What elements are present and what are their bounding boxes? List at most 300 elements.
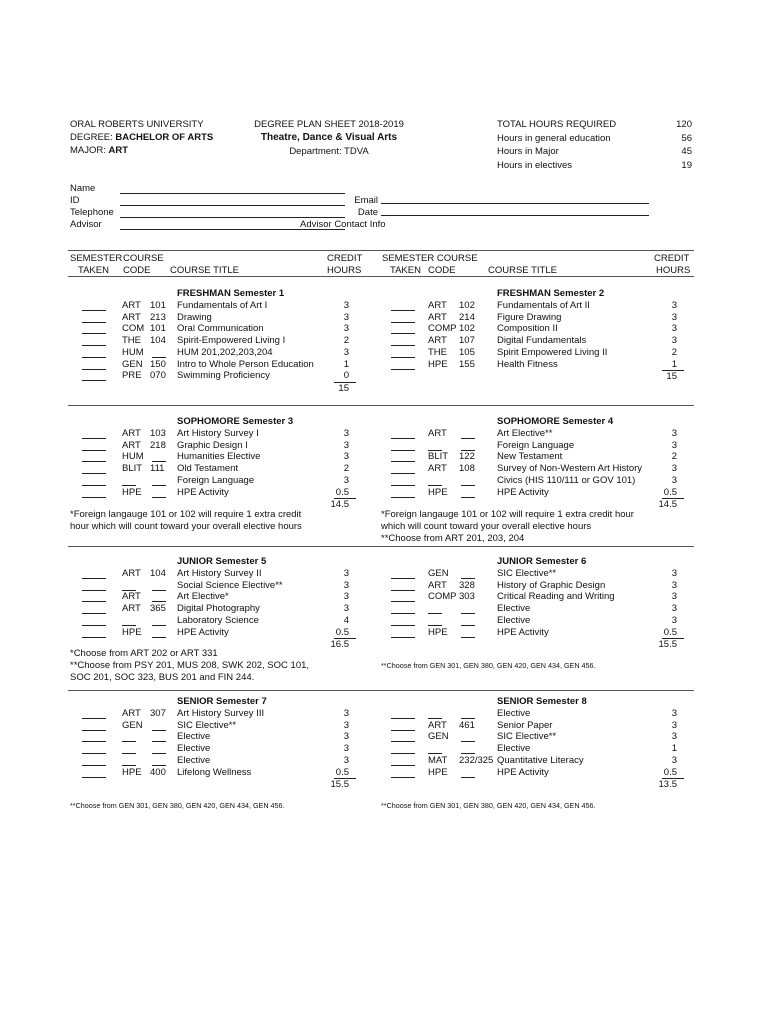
course-dept: HPE	[122, 626, 142, 638]
footnote: *Choose from ART 202 or ART 331	[70, 648, 218, 659]
col-credit-2: HOURS	[327, 265, 362, 276]
course-title: Foreign Language	[497, 439, 575, 451]
field-label: Advisor	[70, 219, 102, 230]
semester-taken-input[interactable]	[391, 333, 415, 334]
course-number: 070	[150, 370, 166, 382]
col-semester-1: SEMESTER	[70, 253, 123, 264]
hours-value: 120	[676, 119, 692, 130]
footnote: **Choose from GEN 301, GEN 380, GEN 420, GEN 434, GEN 456.	[381, 661, 596, 670]
major-label: MAJOR:	[70, 145, 106, 156]
course-number: 102	[459, 300, 475, 311]
course-title: HPE Activity	[497, 626, 549, 638]
semester-taken-input[interactable]	[82, 578, 106, 579]
field-label: Email	[354, 195, 378, 206]
course-number: 102	[459, 323, 475, 335]
course-number-blank[interactable]	[152, 357, 166, 358]
course-number: 101	[150, 323, 166, 335]
col-title-right: COURSE TITLE	[488, 265, 557, 276]
field-label: Date	[357, 207, 378, 218]
course-dept: GEN	[428, 568, 449, 579]
course-title: HUM 201,202,203,204	[177, 346, 273, 358]
course-number-blank[interactable]	[152, 625, 166, 626]
course-dept: HUM	[122, 451, 144, 463]
course-title: HPE Activity	[177, 626, 229, 638]
semester-taken-input[interactable]	[82, 637, 106, 638]
semester-title: JUNIOR Semester 6	[497, 556, 587, 567]
course-dept: ART	[122, 300, 141, 311]
divider	[68, 250, 694, 251]
course-number-blank[interactable]	[152, 753, 166, 754]
course-number-blank[interactable]	[461, 497, 475, 498]
course-dept: GEN	[122, 358, 143, 370]
course-title: Survey of Non-Western Art History	[497, 463, 643, 475]
semester-taken-input[interactable]	[391, 322, 415, 323]
semester-taken-input[interactable]	[82, 741, 106, 742]
course-number: 122	[459, 451, 475, 463]
credit-hours: 3	[671, 311, 677, 323]
course-dept: ART	[428, 428, 447, 439]
course-title: Elective	[497, 708, 531, 719]
credit-hours: 3	[671, 428, 677, 439]
course-dept: ART	[122, 603, 141, 615]
course-dept-blank[interactable]	[122, 753, 136, 754]
semester-taken-input[interactable]	[82, 473, 106, 474]
course-title: Fundamentals of Art II	[497, 300, 590, 311]
course-dept: HPE	[122, 766, 142, 778]
semester-taken-input[interactable]	[82, 310, 106, 311]
course-title: Art Elective*	[177, 591, 229, 603]
course-title: SIC Elective**	[177, 719, 237, 731]
semester-taken-input[interactable]	[391, 485, 415, 486]
credit-hours: 0	[343, 370, 349, 382]
course-title: Laboratory Science	[177, 614, 259, 626]
credit-hours: 0.5	[335, 626, 349, 638]
credit-hours: 3	[671, 300, 677, 311]
semester-taken-input[interactable]	[82, 357, 106, 358]
course-title: Oral Communication	[177, 323, 264, 335]
semester-taken-input[interactable]	[82, 765, 106, 766]
hours-label: Hours in general education	[497, 132, 611, 144]
course-dept-blank[interactable]	[428, 718, 442, 719]
course-number: 107	[459, 335, 475, 347]
field-label: Telephone	[70, 207, 114, 218]
course-dept: HPE	[122, 486, 142, 498]
semester-taken-input[interactable]	[82, 345, 106, 346]
course-number-blank[interactable]	[461, 578, 475, 579]
course-dept: ART	[122, 439, 141, 451]
credit-hours: 1	[671, 358, 677, 370]
course-number: 218	[150, 439, 166, 451]
course-dept-blank[interactable]	[122, 625, 136, 626]
course-title: Elective	[177, 731, 211, 743]
course-number-blank[interactable]	[461, 613, 475, 614]
course-dept: ART	[122, 708, 141, 719]
credit-hours: 3	[671, 603, 677, 615]
course-number: 111	[150, 463, 165, 475]
course-number: 103	[150, 428, 166, 439]
credit-hours: 3	[343, 474, 349, 486]
semester-taken-input[interactable]	[391, 450, 415, 451]
credit-hours: 3	[671, 335, 677, 347]
course-number: 104	[150, 568, 166, 579]
course-dept: GEN	[428, 731, 449, 743]
semester-taken-input[interactable]	[82, 461, 106, 462]
course-title: Elective	[177, 754, 211, 766]
major-line	[70, 146, 128, 156]
course-number-blank[interactable]	[461, 741, 475, 742]
course-title: Intro to Whole Person Education	[177, 358, 314, 370]
credit-hours: 3	[343, 451, 349, 463]
course-number-blank[interactable]	[461, 637, 475, 638]
course-number: 155	[459, 358, 475, 370]
course-title: HPE Activity	[177, 486, 229, 498]
semester-title: SOPHOMORE Semester 4	[497, 416, 614, 427]
course-title: Digital Fundamentals	[497, 335, 587, 347]
course-title: Swimming Proficiency	[177, 370, 270, 382]
col-semester-course-right: SEMESTER COURSE	[382, 253, 478, 264]
course-dept: ART	[428, 463, 447, 475]
footnote: which will count toward your overall elective hours	[381, 521, 592, 532]
semester-taken-input[interactable]	[82, 730, 106, 731]
hours-label: TOTAL HOURS REQUIRED	[497, 119, 617, 130]
semester-taken-input[interactable]	[391, 730, 415, 731]
course-dept: ART	[428, 311, 447, 323]
course-title: Health Fitness	[497, 358, 558, 370]
semester-taken-input[interactable]	[82, 613, 106, 614]
course-number-blank[interactable]	[152, 730, 166, 731]
credit-hours: 3	[343, 754, 349, 766]
course-dept: BLIT	[122, 463, 143, 475]
course-number-blank[interactable]	[461, 753, 475, 754]
divider	[68, 690, 694, 691]
course-dept: BLIT	[428, 451, 449, 463]
course-dept: GEN	[122, 719, 143, 731]
course-dept: ART	[122, 568, 141, 579]
department: Department: TDVA	[289, 146, 369, 157]
credit-hours: 3	[343, 346, 349, 358]
course-title: Elective	[497, 603, 531, 615]
credit-hours: 0.5	[335, 486, 349, 498]
course-number: 365	[150, 603, 166, 615]
course-number-blank[interactable]	[461, 625, 475, 626]
credit-hours: 3	[343, 708, 349, 719]
hours-label: Hours in electives	[497, 159, 572, 171]
course-dept: ART	[428, 719, 447, 731]
semester-taken-input[interactable]	[82, 438, 106, 439]
semester-taken-input[interactable]	[391, 777, 415, 778]
course-title: Figure Drawing	[497, 311, 562, 323]
credit-hours: 3	[343, 428, 349, 439]
credit-hours: 3	[343, 743, 349, 755]
hours-value: 56	[681, 132, 692, 144]
semester-taken-input[interactable]	[391, 613, 415, 614]
semester-title: SENIOR Semester 7	[177, 696, 267, 707]
semester-taken-input[interactable]	[391, 438, 415, 439]
footnote: *Foreign langauge 101 or 102 will require 1 extra credit hour	[381, 509, 634, 520]
field-input-line[interactable]	[120, 193, 345, 194]
course-number: 214	[459, 311, 475, 323]
course-number-blank[interactable]	[461, 438, 475, 439]
credit-hours: 2	[343, 335, 349, 347]
semester-taken-input[interactable]	[82, 601, 106, 602]
credit-hours: 0.5	[663, 626, 677, 638]
credit-hours: 1	[343, 358, 349, 370]
course-number: 307	[150, 708, 166, 719]
course-number-blank[interactable]	[152, 741, 166, 742]
credit-hours: 3	[343, 719, 349, 731]
footnote: **Choose from ART 201, 203, 204	[381, 533, 525, 544]
course-number: 108	[459, 463, 475, 475]
course-number: 303	[459, 591, 475, 603]
field-label: ID	[70, 195, 80, 206]
semester-total: 13.5	[658, 779, 677, 791]
credit-hours: 3	[671, 719, 677, 731]
credit-hours: 1	[671, 743, 677, 755]
credit-hours: 2	[343, 463, 349, 475]
course-number-blank[interactable]	[461, 485, 475, 486]
course-title: History of Graphic Design	[497, 579, 606, 591]
credit-hours: 3	[343, 603, 349, 615]
semester-taken-input[interactable]	[391, 473, 415, 474]
course-dept-blank[interactable]	[428, 613, 442, 614]
field-label: Advisor Contact Info	[300, 219, 386, 230]
course-title: Lifelong Wellness	[177, 766, 252, 778]
course-dept: THE	[122, 335, 141, 347]
semester-taken-input[interactable]	[391, 741, 415, 742]
course-dept: ART	[122, 428, 141, 439]
major-value: ART	[108, 145, 129, 156]
semester-taken-input[interactable]	[391, 765, 415, 766]
semester-taken-input[interactable]	[391, 310, 415, 311]
credit-hours: 4	[343, 614, 349, 626]
col-credit-1: CREDIT	[327, 253, 363, 264]
course-title: Elective	[497, 743, 531, 755]
credit-hours: 3	[671, 568, 677, 579]
credit-hours: 3	[671, 323, 677, 335]
semester-taken-input[interactable]	[391, 590, 415, 591]
course-number: 461	[459, 719, 475, 731]
hours-label: Hours in Major	[497, 146, 559, 157]
divider	[68, 276, 694, 277]
course-dept: ART	[428, 335, 447, 347]
course-number: 150	[150, 358, 166, 370]
credit-hours: 3	[343, 579, 349, 591]
course-title: Fundamentals of Art I	[177, 300, 268, 311]
semester-title: SOPHOMORE Semester 3	[177, 416, 294, 427]
course-title: Spirit-Empowered Living I	[177, 335, 286, 347]
semester-taken-input[interactable]	[391, 497, 415, 498]
credit-hours: 3	[343, 731, 349, 743]
course-number: 104	[150, 335, 166, 347]
semester-total: 15	[338, 382, 349, 394]
semester-taken-input[interactable]	[82, 590, 106, 591]
course-number-blank[interactable]	[152, 590, 166, 591]
degree-value: BACHELOR OF ARTS	[115, 132, 214, 143]
course-dept-blank[interactable]	[428, 753, 442, 754]
course-dept: HPE	[428, 626, 448, 638]
sheet-title: DEGREE PLAN SHEET 2018-2019	[254, 119, 404, 130]
semester-taken-input[interactable]	[82, 380, 106, 381]
semester-taken-input[interactable]	[82, 369, 106, 370]
course-dept: PRE	[122, 370, 142, 382]
footnote: **Choose from GEN 301, GEN 380, GEN 420, GEN 434, GEN 456.	[381, 801, 596, 810]
course-title: New Testament	[497, 451, 563, 463]
semester-taken-input[interactable]	[82, 718, 106, 719]
course-number-blank[interactable]	[152, 497, 166, 498]
credit-hours: 0.5	[335, 766, 349, 778]
semester-total: 16.5	[330, 639, 349, 651]
course-number-blank[interactable]	[461, 777, 475, 778]
semester-title: FRESHMAN Semester 2	[497, 288, 605, 299]
course-title: Elective	[177, 743, 211, 755]
course-dept: ART	[428, 300, 447, 311]
credit-hours: 3	[671, 439, 677, 451]
semester-taken-input[interactable]	[391, 369, 415, 370]
semester-taken-input[interactable]	[391, 637, 415, 638]
course-dept: COMP	[428, 323, 457, 335]
semester-taken-input[interactable]	[82, 450, 106, 451]
course-title: HPE Activity	[497, 486, 549, 498]
course-title: HPE Activity	[497, 766, 549, 778]
course-dept: ART	[122, 591, 141, 603]
course-title: Senior Paper	[497, 719, 553, 731]
credit-hours: 3	[671, 463, 677, 475]
course-dept-blank[interactable]	[122, 765, 136, 766]
course-dept-blank[interactable]	[122, 485, 136, 486]
credit-hours: 3	[671, 754, 677, 766]
course-dept: ART	[428, 579, 447, 591]
credit-hours: 3	[343, 300, 349, 311]
semester-taken-input[interactable]	[391, 578, 415, 579]
semester-taken-input[interactable]	[391, 718, 415, 719]
semester-taken-input[interactable]	[82, 625, 106, 626]
course-dept: HPE	[428, 486, 448, 498]
semester-taken-input[interactable]	[391, 625, 415, 626]
credit-hours: 3	[343, 311, 349, 323]
semester-taken-input[interactable]	[82, 777, 106, 778]
field-input-line[interactable]	[381, 203, 649, 204]
course-title: Composition II	[497, 323, 558, 335]
credit-hours: 3	[671, 579, 677, 591]
credit-hours: 3	[671, 731, 677, 743]
course-title: Social Science Elective**	[177, 579, 283, 591]
course-title: Spirit Empowered Living II	[497, 346, 608, 358]
hours-value: 45	[681, 146, 692, 157]
credit-hours: 3	[671, 708, 677, 719]
semester-taken-input[interactable]	[391, 345, 415, 346]
col-semester-2: TAKEN	[78, 265, 109, 276]
col-course-1: COURSE	[123, 253, 164, 264]
course-title: Humanities Elective	[177, 451, 261, 463]
semester-taken-input[interactable]	[391, 753, 415, 754]
semester-taken-input[interactable]	[391, 357, 415, 358]
course-dept-blank[interactable]	[122, 741, 136, 742]
field-input-line[interactable]	[381, 215, 649, 216]
degree-label: DEGREE:	[70, 132, 113, 143]
semester-total: 15	[666, 371, 677, 383]
course-title: Foreign Language	[177, 474, 255, 486]
course-title: Drawing	[177, 311, 212, 323]
hours-value: 19	[681, 159, 692, 171]
footnote: *Foreign langauge 101 or 102 will require 1 extra credit	[70, 509, 302, 520]
semester-total: 15.5	[658, 639, 677, 651]
footnote: hour which will count toward your overall elective hours	[70, 521, 302, 532]
semester-title: SENIOR Semester 8	[497, 696, 587, 707]
course-title: Old Testament	[177, 463, 239, 475]
course-number: 105	[459, 346, 475, 358]
semester-taken-input[interactable]	[82, 485, 106, 486]
col-taken-right: TAKEN	[390, 265, 421, 276]
course-title: Graphic Design I	[177, 439, 248, 451]
col-code-right: CODE	[428, 265, 456, 276]
program-name: Theatre, Dance & Visual Arts	[260, 132, 398, 143]
col-title-left: COURSE TITLE	[170, 265, 239, 276]
footnote: SOC 201, SOC 323, BUS 201 and FIN 244.	[70, 672, 255, 683]
course-dept: HUM	[122, 346, 144, 358]
course-dept: HPE	[428, 766, 448, 778]
course-number: 232/325	[459, 754, 494, 766]
course-dept-blank[interactable]	[428, 485, 442, 486]
course-title: Critical Reading and Writing	[497, 591, 615, 603]
course-dept: MAT	[428, 754, 448, 766]
course-number-blank[interactable]	[152, 485, 166, 486]
semester-total: 14.5	[330, 499, 349, 511]
course-title: Elective	[497, 614, 531, 626]
credit-hours: 3	[671, 591, 677, 603]
credit-hours: 0.5	[663, 766, 677, 778]
course-title: Quantitative Literacy	[497, 754, 584, 766]
course-number-blank[interactable]	[152, 765, 166, 766]
footnote: **Choose from GEN 301, GEN 380, GEN 420, GEN 434, GEN 456.	[70, 801, 285, 810]
semester-total: 14.5	[658, 499, 677, 511]
course-dept: THE	[428, 346, 447, 358]
credit-hours: 3	[343, 323, 349, 335]
field-label: Name	[70, 183, 96, 194]
course-number: 328	[459, 579, 475, 591]
credit-hours: 3	[671, 474, 677, 486]
credit-hours: 3	[671, 614, 677, 626]
semester-taken-input[interactable]	[391, 601, 415, 602]
course-number-blank[interactable]	[461, 718, 475, 719]
credit-hours: 3	[343, 439, 349, 451]
credit-hours: 2	[671, 346, 677, 358]
course-title: Civics (HIS 110/111 or GOV 101)	[497, 474, 636, 486]
semester-taken-input[interactable]	[82, 322, 106, 323]
course-title: Art History Survey II	[177, 568, 262, 579]
col-credit-right-1: CREDIT	[654, 253, 690, 264]
semester-taken-input[interactable]	[82, 333, 106, 334]
course-title: Digital Photography	[177, 603, 260, 615]
course-dept: ART	[122, 311, 141, 323]
col-credit-right-2: HOURS	[656, 265, 691, 276]
course-dept: HPE	[428, 358, 448, 370]
semester-taken-input[interactable]	[82, 497, 106, 498]
semester-taken-input[interactable]	[391, 461, 415, 462]
semester-total: 15.5	[330, 779, 349, 791]
course-number: 400	[150, 766, 166, 778]
course-number: 213	[150, 311, 166, 323]
course-number-blank[interactable]	[152, 637, 166, 638]
course-dept: COMP	[428, 591, 457, 603]
semester-taken-input[interactable]	[82, 753, 106, 754]
degree-line	[70, 133, 213, 143]
course-title: SIC Elective**	[497, 731, 557, 743]
course-title: Art History Survey I	[177, 428, 259, 439]
credit-hours: 0.5	[663, 486, 677, 498]
credit-hours: 3	[343, 568, 349, 579]
course-title: Art Elective**	[497, 428, 553, 439]
course-dept-blank[interactable]	[428, 625, 442, 626]
